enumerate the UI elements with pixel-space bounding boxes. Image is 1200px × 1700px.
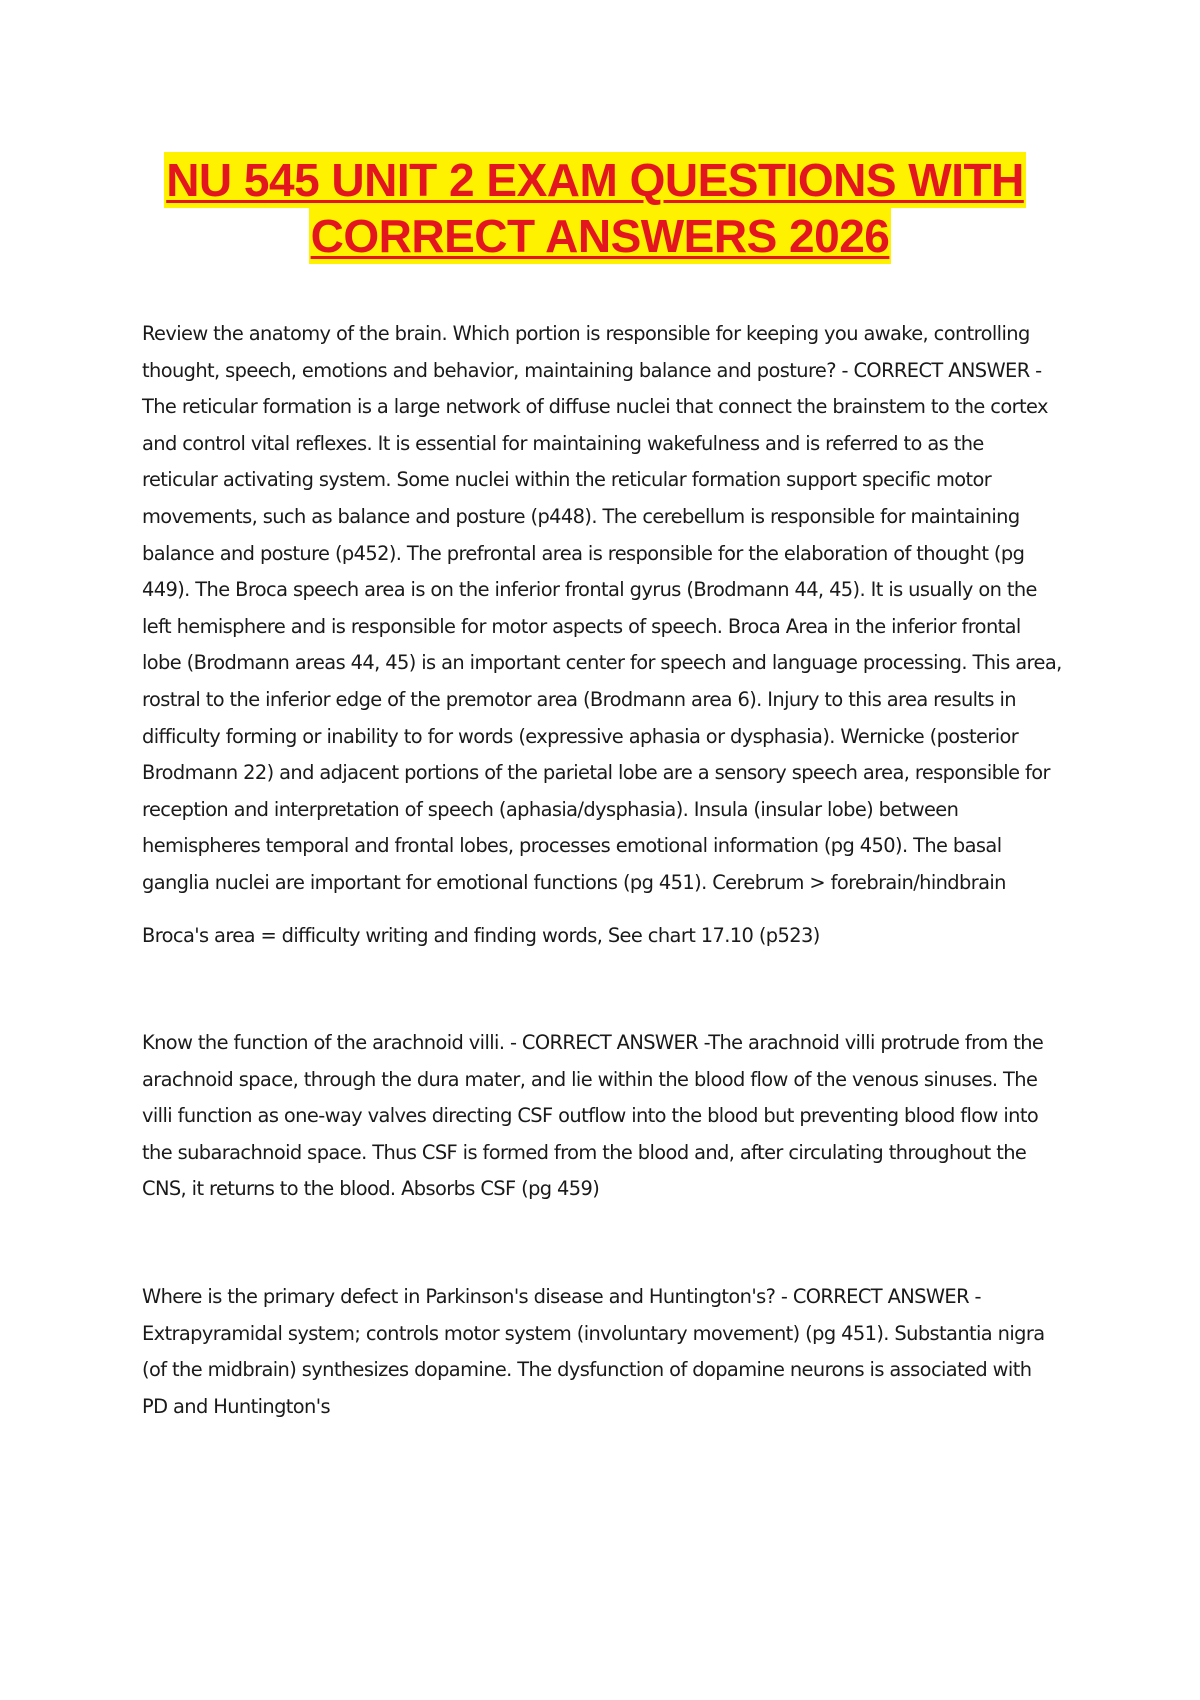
paragraph-spacer bbox=[142, 902, 1062, 918]
title-line-1: NU 545 UNIT 2 EXAM QUESTIONS WITH bbox=[166, 154, 1024, 206]
paragraph-brain-anatomy: Review the anatomy of the brain. Which portion is responsible for keeping you awake, controlling thought, speech, emotions and behavior, maintaining balance and posture? - CORRECT ANSWER -The reticular formation is a large network of diffuse nuclei that connect the brainstem to the cortex and control vital reflexes. It is essential for maintaining wakefulness and is referred to as the reticular activating system. Some nuclei within the reticular formation support specific motor movements, such as balance and posture (p448). The cerebellum is responsible for maintaining balance and posture (p452). The prefrontal area is responsible for the elaboration of thought (pg 449). The Broca speech area is on the inferior frontal gyrus (Brodmann 44, 45). It is usually on the left hemisphere and is responsible for motor aspects of speech. Broca Area in the inferior frontal lobe (Brodmann areas 44, 45) is an important center for speech and language processing. This area, rostral to the inferior edge of the premotor area (Brodmann area 6). Injury to this area results in difficulty forming or inability to for words (expressive aphasia or dysphasia). Wernicke (posterior Brodmann 22) and adjacent portions of the parietal lobe are a sensory speech area, responsible for reception and interpretation of speech (aphasia/dysphasia). Insula (insular lobe) between hemispheres temporal and frontal lobes, processes emotional information (pg 450). The basal ganglia nuclei are important for emotional functions (pg 451). Cerebrum > forebrain/hindbrain bbox=[142, 322, 1062, 894]
title-line-2: CORRECT ANSWERS 2026 bbox=[310, 210, 890, 262]
paragraph-brocas-area: Broca's area = difficulty writing and finding words, See chart 17.10 (p523) bbox=[142, 923, 820, 947]
document-title bbox=[0, 152, 1200, 264]
paragraph-spacer bbox=[142, 1208, 1062, 1279]
paragraph-spacer bbox=[142, 954, 1062, 1025]
paragraph-parkinsons: Where is the primary defect in Parkinson's disease and Huntington's? - CORRECT ANSWER - Extrapyramidal system; controls motor system (involuntary movement) (pg 451). Substantia nigra (of the midbrain) synthesizes dopamine. The dysfunction of dopamine neurons is associated with PD and Huntington's bbox=[142, 1285, 1045, 1418]
paragraph-arachnoid-villi: Know the function of the arachnoid villi. - CORRECT ANSWER -The arachnoid villi protrude from the arachnoid space, through the dura mater, and lie within the blood flow of the venous sinuses. The villi function as one-way valves directing CSF outflow into the blood but preventing blood flow into the subarachnoid space. Thus CSF is formed from the blood and, after circulating throughout the CNS, it returns to the blood. Absorbs CSF (pg 459) bbox=[142, 1031, 1044, 1201]
document-body bbox=[142, 316, 1062, 1425]
